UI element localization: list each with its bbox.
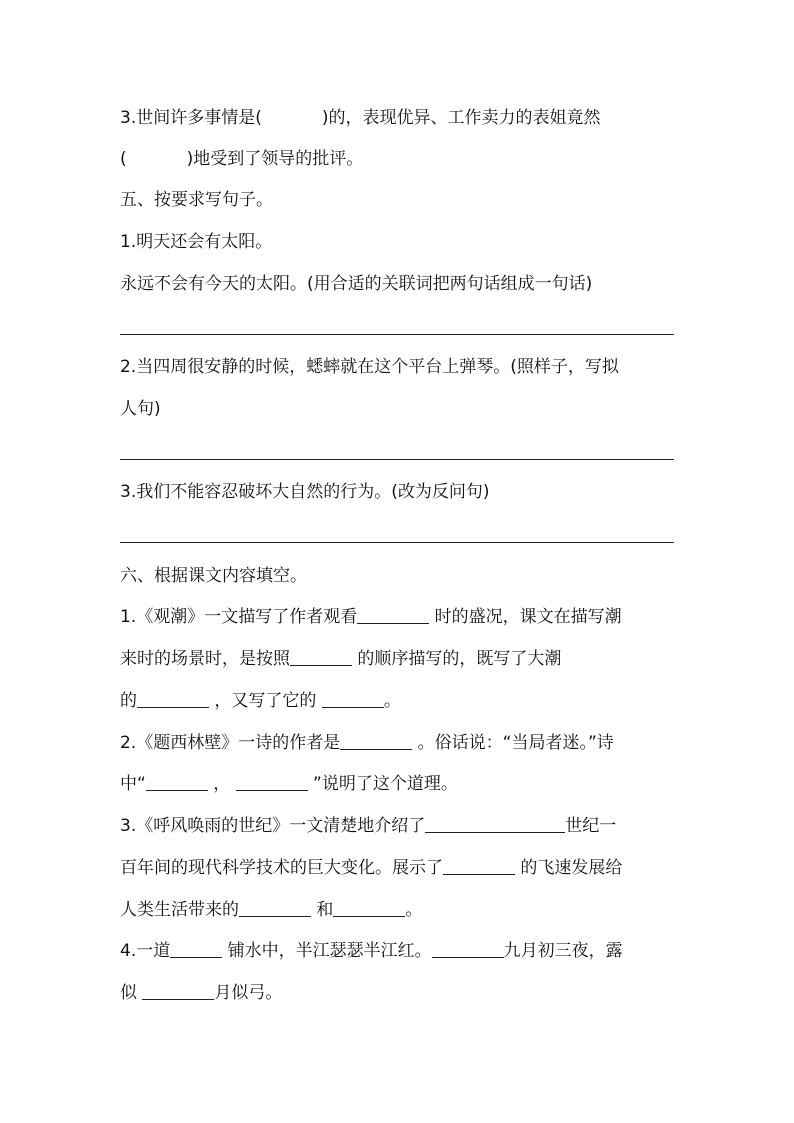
fill-blank[interactable] [290,648,352,666]
s6-item2-line1: 2.《题西林壁》一诗的作者是 。俗话说：“当局者迷。”诗 [120,733,614,753]
s6-item1-line3: 的 ，又写了它的 。 [120,691,401,711]
section-5-title: 五、按要求写句子。 [120,190,273,210]
fill-blank[interactable] [236,773,308,791]
fill-blank[interactable] [146,773,208,791]
s6-item1-line1: 1.《观潮》一文描写了作者观看 时的盛况，课文在描写潮 [120,607,622,627]
s5-item3: 3.我们不能容忍破坏大自然的行为。(改为反问句) [120,482,490,502]
s6-item3-line2: 百年间的现代科学技术的巨大变化。展示了 的飞速发展给 [120,858,623,878]
fill-blank[interactable] [333,899,405,917]
s5-item1-line1: 1.明天还会有太阳。 [120,232,273,252]
answer-line-1[interactable] [120,334,674,335]
s6-item4-line2: 似 月似弓。 [120,983,283,1003]
s6-item3-line3: 人类生活带来的 和 。 [120,900,423,920]
s6-item2-line2: 中“ ， ”说明了这个道理。 [120,774,458,794]
fill-blank[interactable] [137,690,209,708]
answer-line-2[interactable] [120,459,674,460]
q3-line-1: 3.世间许多事情是( )的，表现优异、工作卖力的表姐竟然 [120,108,601,128]
answer-line-3[interactable] [120,542,674,543]
s6-item4-line1: 4.一道 铺水中，半江瑟瑟半江红。 九月初三夜，露 [120,941,623,961]
fill-blank[interactable] [322,690,384,708]
fill-blank[interactable] [340,732,412,750]
fill-blank[interactable] [357,606,429,624]
fill-blank[interactable] [432,940,504,958]
section-6-title: 六、根据课文内容填空。 [120,566,307,586]
s6-item1-line2: 来时的场景时，是按照 的顺序描写的，既写了大潮 [120,649,562,669]
fill-blank[interactable] [142,982,214,1000]
s6-item3-line1: 3.《呼风唤雨的世纪》一文清楚地介绍了 世纪一 [120,816,617,836]
s5-item1-line2: 永远不会有今天的太阳。(用合适的关联词把两句话组成一句话) [120,274,593,294]
fill-blank[interactable] [239,899,311,917]
s5-item2-line2: 人句) [120,399,161,419]
fill-blank[interactable] [443,857,515,875]
s5-item2-line1: 2.当四周很安静的时候，蟋蟀就在这个平台上弹琴。(照样子，写拟 [120,357,619,377]
fill-blank[interactable] [425,815,565,833]
q3-line-2: ( )地受到了领导的批评。 [120,149,364,169]
fill-blank[interactable] [170,940,222,958]
